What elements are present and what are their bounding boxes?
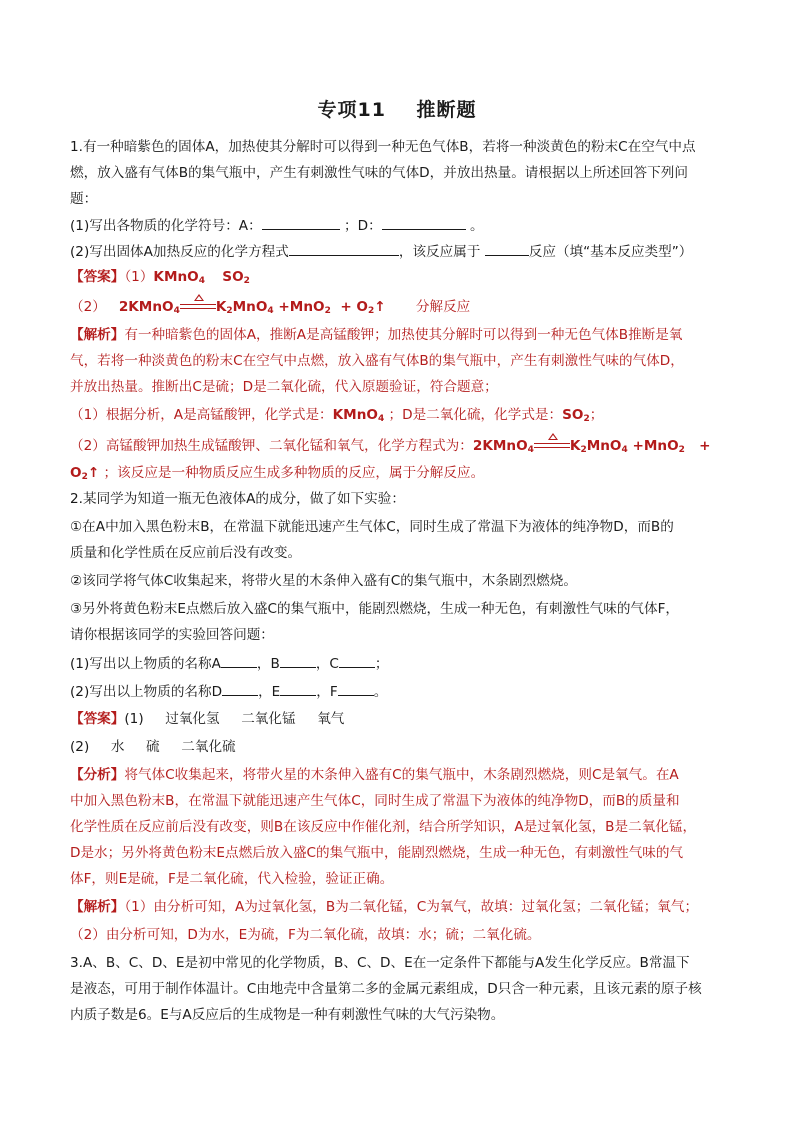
analysis-5-eq-mno-sub: 4	[621, 445, 628, 455]
analysis-5-eq-mno: MnO	[586, 438, 622, 454]
gas-arrow-icon: ↑	[374, 299, 386, 315]
q1-part-1	[70, 216, 484, 235]
answer-blank-d[interactable]	[382, 216, 466, 230]
q2-jiexi-tag: 【解析】	[70, 899, 125, 915]
q1-part-2-text-b: ，该反应属于	[398, 244, 481, 260]
q1-analysis-line-1	[70, 326, 682, 344]
q2-fenxi-text-1: 将气体C收集起来，将带火星的木条伸入盛有C的集气瓶中，木条剧烈燃烧，则C是氧气。在A	[124, 767, 679, 783]
analysis-5-eq-mno2-sub: 2	[678, 445, 685, 455]
answer-1-a-main: KMnO	[153, 269, 199, 285]
gas-arrow-icon-2: ↑	[87, 465, 100, 481]
answer-blank-q2-d[interactable]	[222, 682, 258, 696]
q1-part-2-text-c: 反应（填“基本反应类型”）	[528, 244, 693, 260]
answer-blank-equation[interactable]	[289, 242, 399, 256]
eq-reactant: 2KMnO	[118, 299, 174, 315]
q1-analysis-line-3: 并放出热量。推断出C是硫；D是二氧化硫，代入原题验证，符合题意；	[70, 379, 498, 395]
eq-mno: MnO	[232, 299, 268, 315]
analysis-6-text: ；该反应是一种物质反应生成多种物质的反应，属于分解反应。	[103, 465, 485, 481]
q1-analysis-line-4	[70, 406, 603, 424]
q2-stem: 2.某同学为知道一瓶无色液体A的成分，做了如下实验：	[70, 491, 405, 507]
analysis-4-text-b: ；D是二氧化硫，化学式是：	[388, 407, 563, 423]
q1-part-2	[70, 242, 692, 261]
q2-step-3-line-1: ③另外将黄色粉末E点燃后放入盛C的集气瓶中，能剧烈燃烧，生成一种无色，有刺激性气味的气体F，	[70, 601, 680, 617]
eq-k-sub: 2	[226, 306, 233, 316]
q2-part-1-d: ；	[374, 656, 389, 672]
answer-2-type: 分解反应	[415, 299, 471, 315]
q2-analysis-line-1	[70, 766, 679, 784]
q2-part-1	[70, 654, 389, 673]
q3-line-3: 内质子数是6。E与A反应后的生成物是一种有刺激性气味的大气污染物。	[70, 1007, 505, 1023]
heat-equals-sign-2	[534, 436, 570, 452]
eq-mno2-sub: 2	[324, 306, 331, 316]
q1-stem-line-3: 题：	[70, 191, 98, 207]
answer-2-equation	[119, 299, 386, 315]
answer-blank-q2-a[interactable]	[221, 654, 257, 668]
answer-blank-reaction-type[interactable]	[485, 242, 529, 256]
q2-fenxi-tag: 【分析】	[70, 767, 125, 783]
q2-analysis-line-2: 中加入黑色粉末B，在常温下就能迅速产生气体C，同时生成了常温下为液体的纯净物D，而B的质量和	[70, 793, 680, 809]
analysis-5-eq-k-sub: 2	[580, 445, 587, 455]
page-title: 专项11 推断题	[317, 99, 477, 121]
analysis-4-formula-a	[333, 407, 385, 423]
q1-analysis-line-6	[70, 464, 484, 482]
q2-part-1-c: ，C	[315, 656, 339, 672]
answer-tag: 【答案】	[70, 269, 125, 285]
q1-analysis-line-2: 气，若将一种淡黄色的粉末C在空气中点燃，放入盛有气体B的集气瓶中，产生有刺激性气味的气体D，	[70, 353, 684, 369]
q2-step-1-line-1: ①在A中加入黑色粉末B，在常温下就能迅速产生气体C，同时生成了常温下为液体的纯净物D，而B的	[70, 519, 674, 535]
analysis-4-formula-d-sub: 2	[583, 414, 590, 424]
analysis-5-text: （2）高锰酸钾加热生成锰酸钾、二氧化锰和氧气，化学方程式为：	[70, 438, 473, 454]
q2-analysis-line-4: D是水；另外将黄色粉末E点燃后放入盛C的集气瓶中，能剧烈燃烧，生成一种无色，有刺激性气味的气	[70, 845, 684, 861]
q2-part-1-b: ，B	[256, 656, 280, 672]
analysis-6-o2-sub: 2	[81, 472, 88, 482]
analysis-5-eq-reactant: 2KMnO	[472, 438, 528, 454]
q2-analysis-line-5: 体F，则E是硫，F是二氧化硫，代入检验，验证正确。	[70, 871, 394, 887]
analysis-4-formula-a-sub: 4	[377, 414, 385, 424]
analysis-4-formula-d	[562, 407, 590, 423]
answer-blank-q2-c[interactable]	[339, 654, 375, 668]
q2-part-2-a: (2)写出以上物质的名称D	[70, 684, 223, 700]
q1-analysis-line-5	[70, 436, 711, 455]
eq-o2: + O	[340, 299, 368, 315]
q1-stem-line-2: 燃，放入盛有气体B的集气瓶中，产生有刺激性气味的气体D，并放出热量。请根据以上所述回答下列问	[70, 165, 688, 181]
q2-step-2: ②该同学将气体C收集起来，将带火星的木条伸入盛有C的集气瓶中，木条剧烈燃烧。	[70, 573, 577, 589]
q2-part-2-d: 。	[373, 684, 388, 700]
q1-part-2-text-a: (2)写出固体A加热反应的化学方程式	[70, 244, 289, 260]
q2-part-2	[70, 682, 387, 701]
answer-blank-a[interactable]	[262, 216, 340, 230]
answer-1-d-main: SO	[222, 269, 244, 285]
q2-answer-1-text: (1) 过氧化氢 二氧化锰 氧气	[124, 711, 345, 727]
answer-1-number: （1）	[124, 269, 154, 285]
eq-o2-sub: 2	[368, 306, 375, 316]
eq-mno2: +MnO	[278, 299, 325, 315]
q2-part-1-a: (1)写出以上物质的名称A	[70, 656, 221, 672]
q1-part-1-text-c: 。	[470, 218, 484, 234]
heat-equals-sign	[180, 297, 216, 313]
analysis-tag: 【解析】	[70, 327, 125, 343]
answer-blank-q2-b[interactable]	[280, 654, 316, 668]
answer-2-number: （2）	[70, 299, 106, 315]
q1-answer-1	[70, 268, 250, 286]
answer-1-d-sub: 2	[243, 276, 250, 286]
answer-1-a	[153, 269, 205, 285]
q3-line-1: 3.A、B、C、D、E是初中常见的化学物质，B、C、D、E在一定条件下都能与A发生化学反应。B常温下	[70, 955, 690, 971]
analysis-4-formula-a-main: KMnO	[332, 407, 378, 423]
answer-blank-q2-e[interactable]	[280, 682, 316, 696]
q2-step-3-line-2: 请你根据该同学的实验回答问题：	[70, 627, 274, 643]
q2-answer-1	[70, 710, 344, 728]
eq-reactant-sub: 4	[173, 306, 180, 316]
q2-part-2-c: ，F	[316, 684, 338, 700]
q1-stem-line-1: 1.有一种暗紫色的固体A，加热使其分解时可以得到一种无色气体B，若将一种淡黄色的粉末C在空气中点	[70, 139, 696, 155]
q1-part-1-text-b: ；D：	[344, 218, 382, 234]
q2-answer-2: (2) 水 硫 二氧化硫	[70, 739, 236, 755]
eq-k: K	[215, 299, 227, 315]
q2-jiexi-text-1: （1）由分析可知，A为过氧化氢，B为二氧化锰，C为氧气，故填：过氧化氢；二氧化锰；氧气；	[124, 899, 699, 915]
analysis-5-eq-mno2: +MnO	[632, 438, 679, 454]
q2-solution-line-2: （2）由分析可知，D为水，E为硫，F为二氧化硫，故填：水；硫；二氧化硫。	[70, 927, 541, 943]
answer-1-d	[222, 269, 250, 285]
analysis-4-text-a: （1）根据分析，A是高锰酸钾，化学式是：	[70, 407, 333, 423]
q2-part-2-b: ，E	[258, 684, 281, 700]
answer-1-a-sub: 4	[198, 276, 205, 286]
q3-line-2: 是液态，可用于制作体温计。C由地壳中含量第二多的金属元素组成，D只含一种元素，且该元素的原子核	[70, 981, 702, 997]
analysis-5-eq-reactant-sub: 4	[527, 445, 534, 455]
analysis-5-eq-k: K	[569, 438, 581, 454]
analysis-5-equation: 2KMnO$_4$ $K_2MnO_4 +MnO_2$ +	[473, 438, 711, 454]
q2-answer-tag: 【答案】	[70, 711, 125, 727]
eq-mno-sub: 4	[267, 306, 274, 316]
q2-analysis-line-3: 化学性质在反应前后没有改变，则B在该反应中作催化剂，结合所学知识，A是过氧化氢，B是二氧化锰，	[70, 819, 697, 835]
analysis-text-1: 有一种暗紫色的固体A，推断A是高锰酸钾；加热使其分解时可以得到一种无色气体B推断是氧	[124, 327, 683, 343]
analysis-4-text-c: ；	[589, 407, 604, 423]
analysis-4-formula-d-main: SO	[562, 407, 584, 423]
analysis-6-o2: $O_2↑$	[70, 465, 100, 482]
q2-solution-line-1	[70, 898, 698, 916]
q1-answer-2	[70, 297, 470, 316]
q1-part-1-text-a: (1)写出各物质的化学符号：A：	[70, 218, 262, 234]
q2-step-1-line-2: 质量和化学性质在反应前后没有改变。	[70, 545, 302, 561]
answer-blank-q2-f[interactable]	[338, 682, 374, 696]
